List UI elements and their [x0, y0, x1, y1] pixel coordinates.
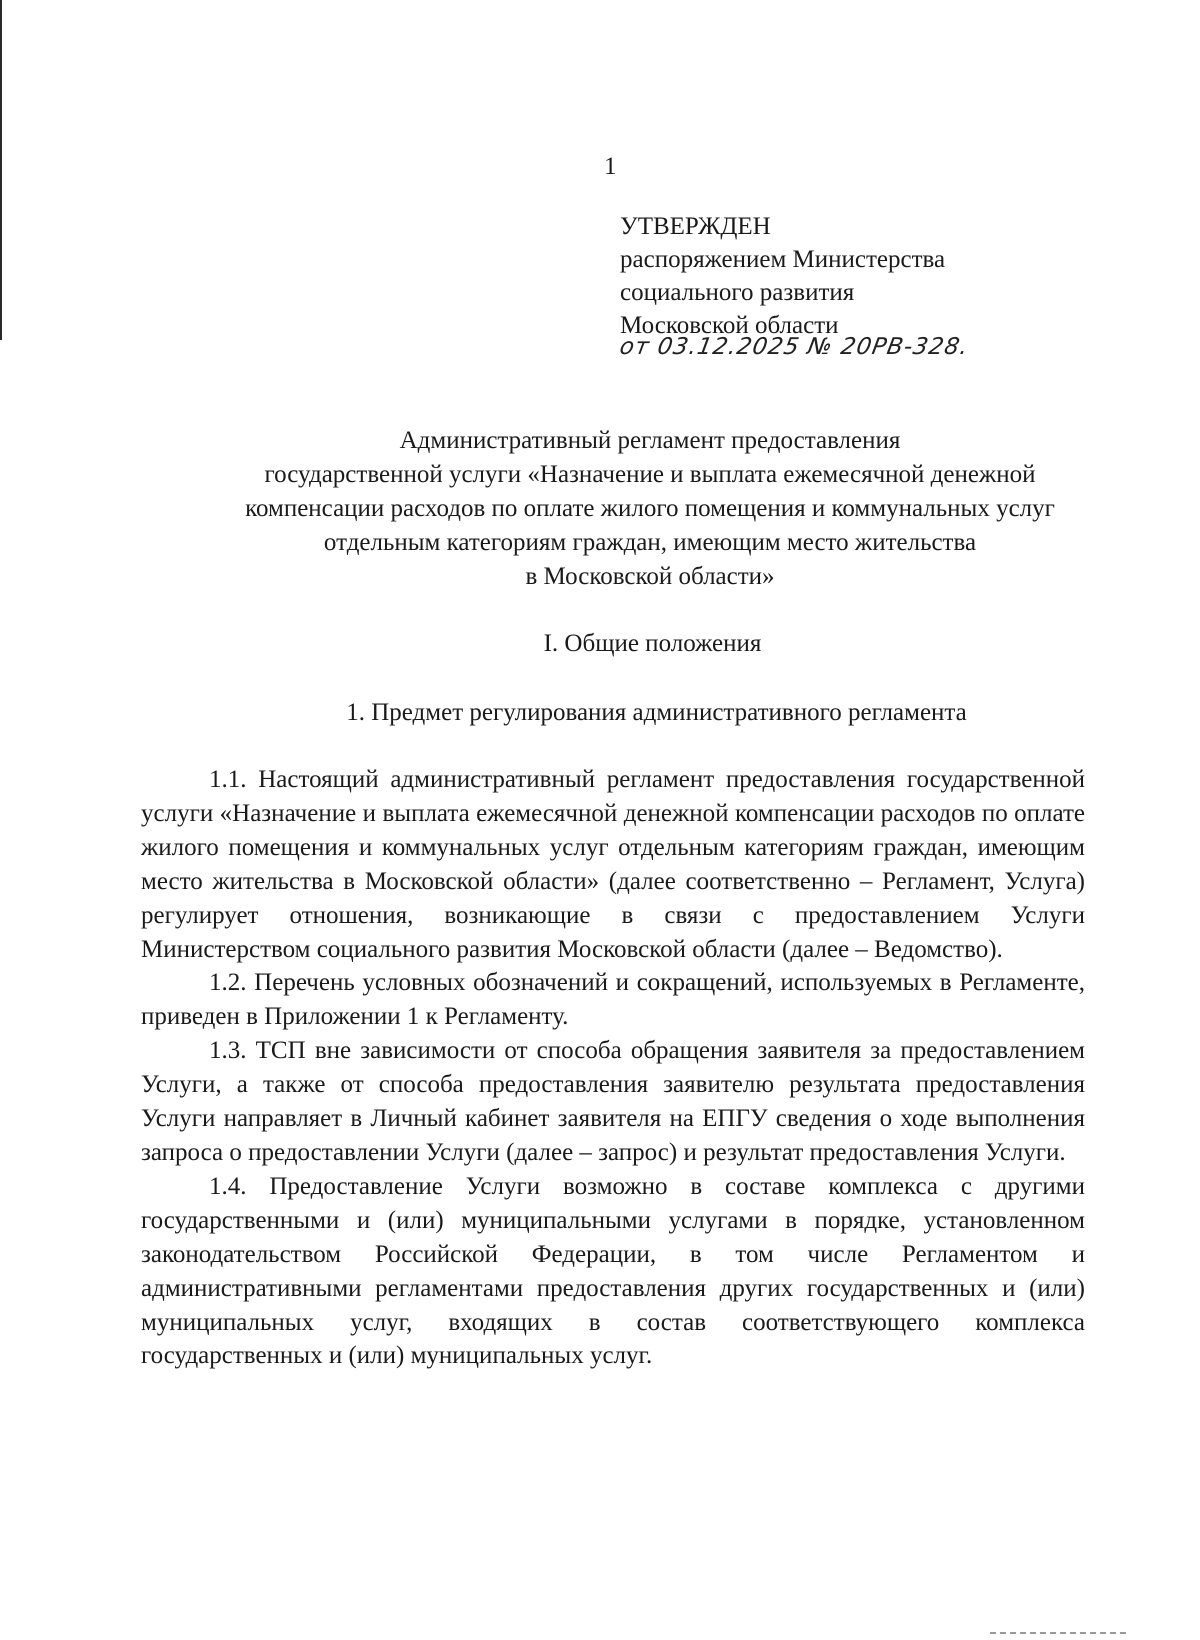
- approval-line: Московской области: [620, 312, 839, 339]
- document-title-line: Административный регламент предоставления: [399, 427, 901, 454]
- paragraph-1-2: 1.2. Перечень условных обозначений и сокращений, используемых в Регламенте, приведен в Приложении 1 к Регламенту.: [141, 969, 1085, 1031]
- document-body: [141, 763, 1085, 1373]
- scan-artifact: [990, 1632, 1130, 1634]
- document-title-line: отдельным категориям граждан, имеющим место жительства: [323, 529, 977, 556]
- approval-block: [617, 210, 971, 360]
- paragraph-1-4: 1.4. Предоставление Услуги возможно в составе комплекса с другими государственными и (или) муниципальными услугами в порядке, установленном законодательством Российской Федерации, в том числе Регламентом и административными регламентами предоставления других государственных и (или) муниципальных услуг, входящих в состав соответствующего комплекса государственных и (или) муниципальных услуг.: [141, 1172, 1085, 1370]
- document-title-line: компенсации расходов по оплате жилого помещения и коммунальных услуг: [245, 495, 1055, 522]
- subsection-heading: 1. Предмет регулирования административного регламента: [346, 699, 967, 726]
- document-title-line: в Московской области»: [525, 563, 775, 590]
- handwritten-date-number: от 03.12.2025 № 20РВ-328.: [617, 334, 971, 360]
- approval-heading: УТВЕРЖДЕН: [620, 213, 771, 240]
- paragraph-1-1: 1.1. Настоящий административный регламент предоставления государственной услуги «Назначение и выплата ежемесячной денежной компенсации расходов по оплате жилого помещения и коммунальных услуг отдельным категориям граждан, имеющим место жительства в Московской области» (далее соответственно – Регламент, Услуга) регулирует отношения, возникающие в связи с предоставлением Услуги Министерством социального развития Московской области (далее – Ведомство).: [141, 766, 1085, 963]
- section-heading: I. Общие положения: [543, 630, 762, 657]
- scan-left-edge: [0, 0, 2, 340]
- page-number: 1: [604, 153, 617, 180]
- paragraph-1-3: 1.3. ТСП вне зависимости от способа обращения заявителя за предоставлением Услуги, а также от способа предоставления заявителю результата предоставления Услуги направляет в Личный кабинет заявителя на ЕПГУ сведения о ходе выполнения запроса о предоставлении Услуги (далее – запрос) и результат предоставления Услуги.: [141, 1037, 1085, 1166]
- approval-line: распоряжением Министерства: [620, 246, 946, 273]
- document-title: [60, 424, 1200, 594]
- document-title-line: государственной услуги «Назначение и выплата ежемесячной денежной: [264, 461, 1036, 488]
- approval-line: социального развития: [620, 279, 855, 306]
